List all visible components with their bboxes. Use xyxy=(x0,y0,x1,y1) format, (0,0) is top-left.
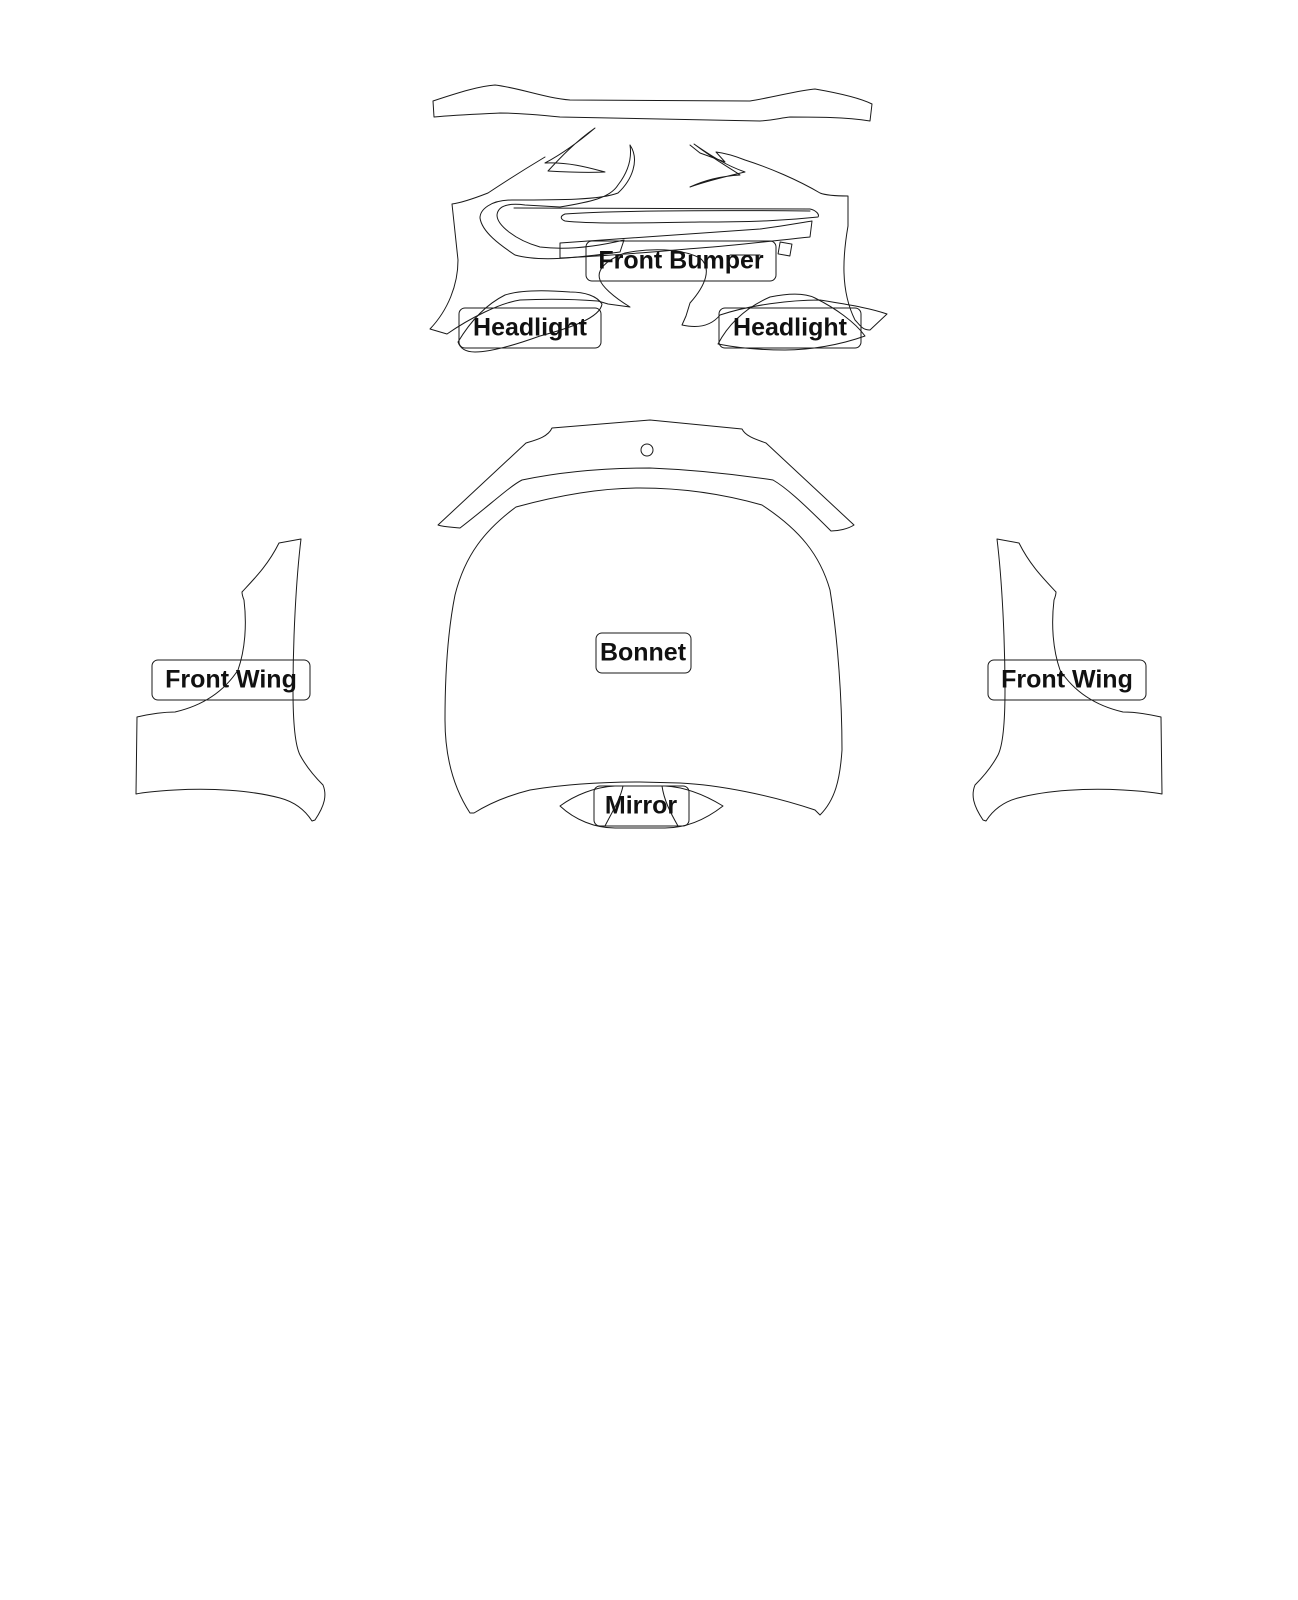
bumper-body[interactable] xyxy=(430,145,887,334)
front-wing-left-label: Front Wing xyxy=(165,665,297,694)
bonnet-scuttle[interactable] xyxy=(438,420,854,531)
bumper-left-fin xyxy=(545,128,605,172)
front-wing-right-label: Front Wing xyxy=(1001,665,1133,694)
bonnet-group xyxy=(438,420,854,815)
bonnet-washer-hole xyxy=(641,444,653,456)
bumper-right-fin xyxy=(690,144,745,187)
bonnet-label: Bonnet xyxy=(599,638,687,667)
bumper-sensor xyxy=(778,242,792,256)
headlight-right-label: Headlight xyxy=(733,313,847,342)
front-bumper-group xyxy=(430,85,887,334)
mirror-group xyxy=(560,786,723,828)
front-bumper-label: Front Bumper xyxy=(598,246,764,275)
headlight-right-group xyxy=(718,294,865,350)
front-wing-left-group xyxy=(136,539,325,821)
front-wing-right-group xyxy=(973,539,1162,821)
headlight-left-label: Headlight xyxy=(473,313,587,342)
bumper-top-strip[interactable] xyxy=(433,85,872,121)
mirror-label: Mirror xyxy=(604,791,678,820)
bumper-grille-inner xyxy=(514,208,818,223)
